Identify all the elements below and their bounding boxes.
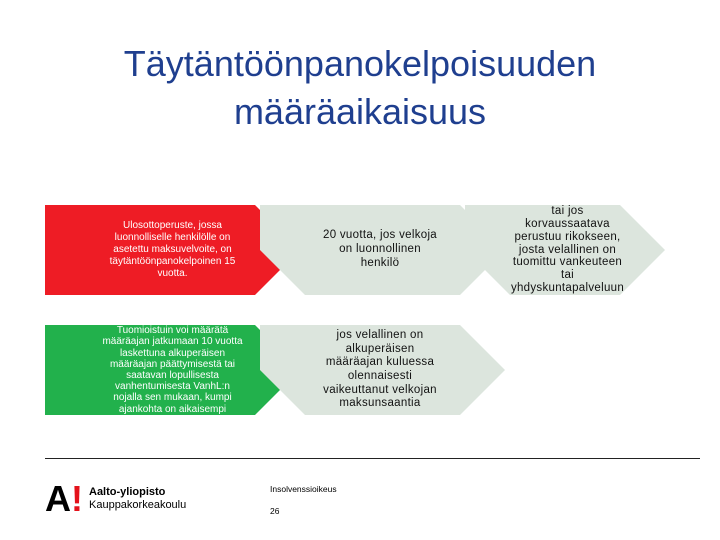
chevron-red-text <box>80 205 265 295</box>
footer-divider <box>45 458 700 459</box>
text-line: maksunsaantia <box>339 397 421 410</box>
text-line: korvaussaatava <box>525 217 610 230</box>
text-line: perustuu rikokseen, <box>514 230 621 243</box>
logo-letter: A <box>45 478 71 519</box>
text-line: nojalla sen mukaan, kumpi <box>113 392 232 404</box>
chevron-green-text <box>75 325 270 415</box>
text-line: täytäntöönpanokelpoinen 15 <box>109 256 236 267</box>
text-line: yhdyskuntapalveluun <box>510 282 625 295</box>
text-line: tuomittu vankeuteen <box>512 256 623 269</box>
text-line: josta velallinen on <box>518 243 617 256</box>
text-line: tai jos <box>551 204 584 217</box>
text-line: olennaisesti <box>347 370 413 382</box>
logo-text <box>89 486 186 512</box>
title-line-1: Täytäntöönpanokelpoisuuden <box>123 43 597 84</box>
text-line: on luonnollinen <box>339 243 421 256</box>
text-line: asetettu maksuvelvoite, on <box>113 244 232 255</box>
text-line: tai <box>560 269 575 282</box>
text-line: vaikeuttanut velkojan <box>323 383 437 396</box>
text-line: ajankohta on aikaisempi <box>118 403 227 415</box>
footer-course: Insolvenssioikeus <box>270 484 337 494</box>
text-line: alkuperäisen <box>345 342 415 355</box>
text-line: luonnolliselle henkilölle on <box>114 232 231 243</box>
text-line: Tuomioistuin voi määrätä <box>116 325 229 337</box>
text-line: määräajan päättymisestä tai <box>109 358 236 370</box>
chevron-gray-text-1 <box>300 205 460 295</box>
text-line: vanhentumisesta VanhL:n <box>115 381 230 393</box>
text-line: jos velallinen on <box>336 329 424 342</box>
text-line: saatavan lopullisesta <box>126 370 219 381</box>
text-line: vuotta. <box>157 268 188 279</box>
logo-university-name: Aalto-yliopisto <box>89 486 166 498</box>
title-line-2: määräaikaisuus <box>233 91 487 132</box>
logo-school-name: Kauppakorkeakoulu <box>89 499 187 511</box>
text-line: 20 vuotta, jos velkoja <box>323 229 437 242</box>
logo-exclamation: ! <box>71 478 83 519</box>
page-number: 26 <box>270 506 280 516</box>
text-line: määräajan kuluessa <box>325 356 435 369</box>
text-line: laskettuna alkuperäisen <box>119 347 226 359</box>
text-line: määräajan jatkumaan 10 vuotta <box>102 336 243 348</box>
chevron-gray-text-2 <box>500 200 635 300</box>
chevron-gray-text-3 <box>295 325 465 415</box>
text-line: henkilö <box>360 256 400 269</box>
text-line: Ulosottoperuste, jossa <box>123 220 222 231</box>
logo-mark <box>45 478 85 519</box>
